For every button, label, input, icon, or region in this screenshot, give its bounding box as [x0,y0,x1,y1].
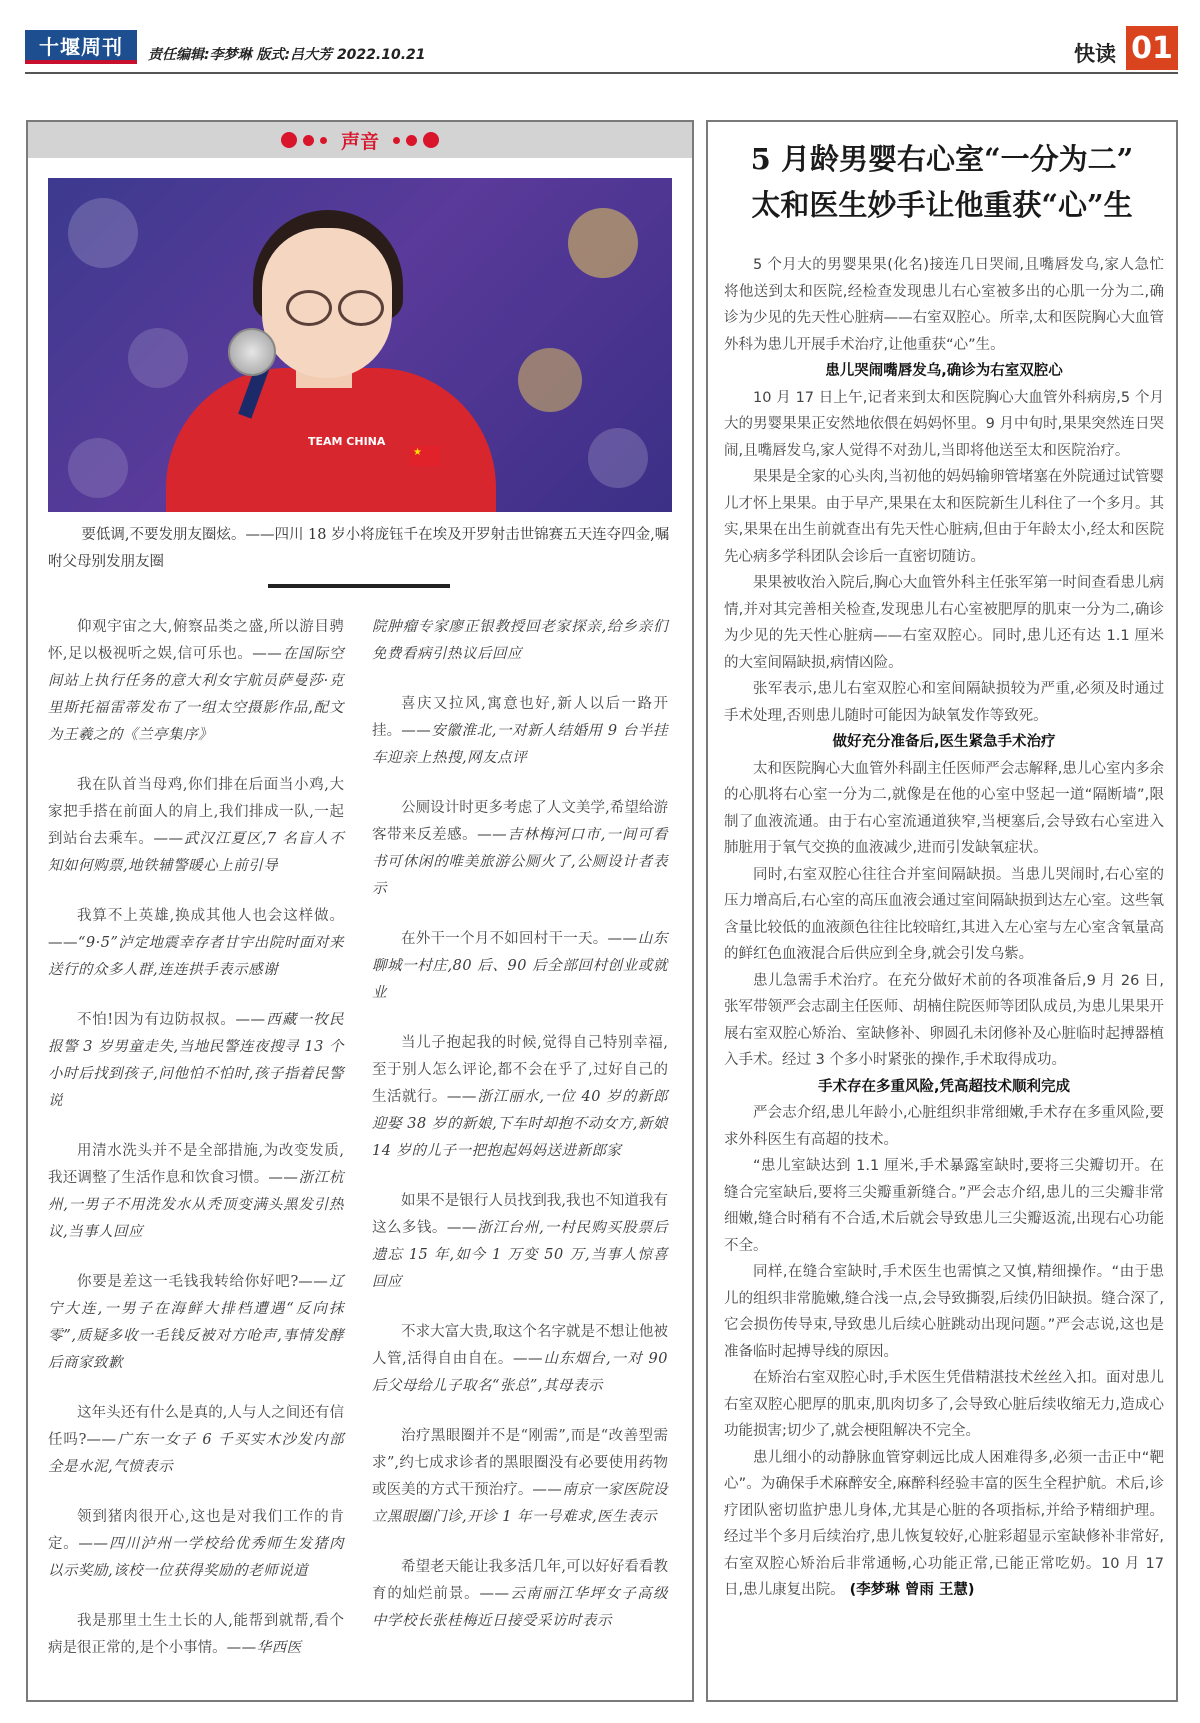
article-paragraph: “患儿室缺达到 1.1 厘米,手术暴露室缺时,要将三尖瓣切开。在缝合完室缺后,要将三尖瓣重新缝合。”严会志介绍,患儿的三尖瓣非常细嫩,缝合时稍有不合适,术后就会导致患儿三尖瓣返流,出现右心功能不全。 [724,1158,1164,1254]
voice-quote: 用清水洗头并不是全部措施,为改变发质,我还调整了生活作息和饮食习惯。 [48,1143,344,1186]
dot-icon [320,137,327,144]
article-byline: (李梦琳 曾雨 王慧) [844,1582,975,1598]
article-paragraph: 太和医院胸心大血管外科副主任医师严会志解释,患儿心室内多余的心肌将右心室一分为二,就像是在他的心室中竖起一道“隔断墙”,限制了血液流通。由于右心室流通道狭窄,当梗塞后,会导致右心室进入肺脏用于氧气交换的血液减少,进而引发缺氧症状。 [724,760,1164,856]
voice-quote: 希望老天能让我多活几年,可以好好看看教育的灿烂前景。 [372,1559,668,1602]
voice-item [48,772,344,880]
voice-item [48,1400,344,1481]
article-paragraph: 患儿急需手术治疗。在充分做好术前的各项准备后,9 月 26 日,张军带领严会志副主任医师、胡楠住院医师等团队成员,为患儿果果开展右室双腔心矫治、室缺修补、卵圆孔未闭修补及心脏临时起搏器植入手术。经过 3 个多小时紧张的操作,手术取得成功。 [724,972,1164,1068]
voices-column-left [48,614,344,1685]
dot-icon [406,135,417,146]
voice-item [48,1504,344,1585]
flag-icon [410,446,440,466]
voice-quote: 仰观宇宙之大,俯察品类之盛,所以游目骋怀,足以极视听之娱,信可乐也。 [48,619,344,662]
voice-source: ——山东聊城一村庄,80 后、90 后全部回村创业或就业 [372,931,668,1001]
voice-item [48,614,344,749]
article-paragraph: 患儿细小的动静脉血管穿刺远比成人困难得多,必须一击正中“靶心”。为确保手术麻醉安全,麻醉科经验丰富的医生全程护航。术后,诊疗团队密切监护患儿身体,尤其是心脏的各项指标,并给予精细护理。经过半个多月后续治疗,患儿恢复较好,心脏彩超显示室缺修补非常好,右室双腔心矫治后非常通畅,心功能正常,已能正常吃奶。10 月 17 日,患儿康复出院。 (李梦琳 曾雨 王慧) [724,1449,1164,1598]
article-paragraph: 10 月 17 日上午,记者来到太和医院胸心大血管外科病房,5 个月大的男婴果果正安然地依偎在妈妈怀里。9 月中旬时,果果突然连日哭闹,且嘴唇发乌,家人觉得不对劲儿,当即将他送至太和医院治疗。 [724,389,1164,459]
voice-item [48,1138,344,1246]
voice-quote: 如果不是银行人员找到我,我也不知道我有这么多钱。 [372,1193,668,1236]
article-paragraph: 严会志介绍,患儿年龄小,心脏组织非常细嫩,手术存在多重风险,要求外科医生有高超的技术。 [724,1105,1164,1148]
voice-quote: 治疗黑眼圈并不是“刚需”,而是“改善型需求”,约七成求诊者的黑眼圈没有必要使用药物或医美的方式干预治疗。 [372,1428,668,1498]
voice-source: ——广东一女子 6 千买实木沙发内部全是水泥,气愤表示 [48,1432,344,1475]
voice-source: 院肿瘤专家廖正银教授回老家探亲,给乡亲们免费看病引热议后回应 [372,619,668,662]
masthead-text: 十堰周刊 [39,34,123,59]
voice-source: ——南京一家医院设立黑眼圈门诊,开诊 1 年一号难求,医生表示 [372,1482,669,1525]
voice-quote: 领到猪肉很开心,这也是对我们工作的肯定。 [48,1509,344,1552]
edition-credits: 责任编辑:李梦琳 版式:吕大芳 2022.10.21 [148,47,426,63]
voice-source: ——浙江丽水,一位 40 岁的新郎迎娶 38 岁的新娘,下车时却抱不动女方,新娘 14 岁的儿子一把抱起妈妈送进新郎家 [372,1089,668,1159]
article-paragraph: 果果是全家的心头肉,当初他的妈妈输卵管堵塞在外院通过试管婴儿才怀上果果。由于早产,果果在太和医院新生儿科住了一个多月。其实,果果在出生前就查出有先天性心脏病,但由于年龄太小,经太和医院先心病多学科团队会诊后一直密切随访。 [724,469,1164,565]
article-body [724,252,1164,1604]
article-paragraph: 张军表示,患儿右室双腔心和室间隔缺损较为严重,必须及时通过手术处理,否则患儿随时可能因为缺氧发作等致死。 [724,681,1164,724]
voice-item [372,1030,668,1165]
article-paragraph: 同时,右室双腔心往往合并室间隔缺损。当患儿哭闹时,右心室的压力增高后,右心室的高压血液会通过室间隔缺损到达左心室。这些氧含量比较低的血液颜色往往比较暗红,其进入左心室与左心室含氧量高的鲜红色血液混合后供应到全身,就会引发乌紫。 [724,866,1164,962]
voice-item [372,1554,668,1635]
voice-source: ——辽宁大连,一男子在海鲜大排档遭遇“反向抹零”,质疑多收一毛钱反被对方呛声,事情发酵后商家致歉 [48,1274,344,1371]
voice-source: ——吉林梅河口市,一间可看书可休闲的唯美旅游公厕火了,公厕设计者表示 [372,827,669,897]
voice-item [372,1423,668,1531]
voice-quote: 当儿子抱起我的时候,觉得自己特别幸福,至于别人怎么评论,都不会在乎了,过好自己的生活就行。 [372,1035,668,1105]
team-china-text: TEAM CHINA [308,435,386,448]
voice-source: ——华西医 [226,1640,302,1656]
voice-item [372,1188,668,1296]
voice-source: ——武汉江夏区,7 名盲人不知如何购票,地铁辅警暖心上前引导 [48,831,344,874]
voice-item [48,1608,344,1662]
headline-line-2: 太和医生妙手让他重获“心”生 [751,188,1133,222]
photo-caption: 要低调,不要发朋友圈炫。——四川 18 岁小将庞钰千在埃及开罗射击世锦赛五天连夺四金,嘱咐父母别发朋友圈 [48,527,670,570]
voice-quote: 公厕设计时更多考虑了人文美学,希望给游客带来反差感。 [372,800,668,843]
voice-quote: 这年头还有什么是真的,人与人之间还有信任吗? [48,1405,344,1448]
header-rule [25,72,1178,74]
article-paragraph: 果果被收治入院后,胸心大血管外科主任张军第一时间查看患儿病情,并对其完善相关检查,发现患儿右心室被肥厚的肌束一分为二,确诊为少见的先天性心脏病——右室双腔心。同时,患儿还有达 1.1 厘米的大室间隔缺损,病情凶险。 [724,575,1164,671]
voice-item [48,1007,344,1115]
voice-quote: 我在队首当母鸡,你们排在后面当小鸡,大家把手搭在前面人的肩上,我们排成一队,一起到站台去乘车。 [48,777,344,847]
article-paragraph: 同样,在缝合室缺时,手术医生也需慎之又慎,精细操作。“由于患儿的组织非常脆嫩,缝合浅一点,会导致撕裂,后续仍旧缺损。缝合深了,它会损伤传导束,导致患儿后续心脏跳动出现问题。”严会志说,这也是准备临时起搏导线的原因。 [724,1264,1164,1360]
voice-item [372,691,668,772]
voice-quote: 不求大富大贵,取这个名字就是不想让他被人管,活得自由自在。 [372,1324,668,1367]
voice-quote: 在外干一个月不如回村干一天。 [401,931,608,947]
article-subheading: 患儿哭闹嘴唇发乌,确诊为右室双腔心 [825,363,1063,379]
article-paragraph: 在矫治右室双腔心时,手术医生凭借精湛技术丝丝入扣。面对患儿右室双腔心肥厚的肌束,肌肉切多了,会导致心脏后续收缩无力,造成心功能损害;切少了,就会梗阻解决不完全。 [724,1370,1164,1439]
voice-source: ——在国际空间站上执行任务的意大利女宇航员萨曼莎·克里斯托福雷蒂发布了一组太空摄影作品,配文为王羲之的《兰亭集序》 [48,646,345,743]
masthead-logo [25,30,137,64]
article-subheading: 手术存在多重风险,凭高超技术顺利完成 [817,1078,1070,1095]
voice-item [48,1269,344,1377]
voice-quote: 你要是差这一毛钱我转给你好吧? [77,1274,299,1290]
article-subheading: 做好充分准备后,医生紧急手术治疗 [832,734,1056,750]
medal-icon [228,328,276,376]
voices-column-right [372,614,668,1658]
dot-icon [281,132,297,148]
article-headline [708,136,1176,228]
news-photo [48,178,672,512]
voice-item [372,795,668,903]
dot-icon [393,137,400,144]
dot-icon [303,135,314,146]
separator-bar [268,584,450,588]
voice-item [372,614,668,668]
voices-panel [26,120,694,1702]
dot-icon [423,132,439,148]
voice-source: ——云南丽江华坪女子高级中学校长张桂梅近日接受采访时表示 [372,1586,669,1629]
page-number-badge: 01 [1126,26,1178,70]
voice-source: ——“9·5”泸定地震幸存者甘宇出院时面对来送行的众多人群,连连拱手表示感谢 [48,935,344,978]
article-panel [706,120,1178,1702]
headline-line-1: 5 月龄男婴右心室“一分为二” [750,142,1134,176]
voices-title-bar [28,122,692,158]
voice-source: ——西藏一牧民报警 3 岁男童走失,当地民警连夜搜寻 13 个小时后找到孩子,问他怕不怕时,孩子指着民警说 [48,1012,345,1109]
voice-source: ——浙江台州,一村民购买股票后遗忘 15 年,如今 1 万变 50 万,当事人惊喜回应 [372,1220,669,1290]
voice-quote: 我算不上英雄,换成其他人也会这样做。 [77,908,344,924]
voice-item [48,903,344,984]
voice-source: ——四川泸州一学校给优秀师生发猪肉以示奖励,该校一位获得奖励的老师说道 [48,1536,345,1579]
voice-item [372,1319,668,1400]
voice-source: ——山东烟台,一对 90 后父母给儿子取名“张总”,其母表示 [372,1351,668,1394]
voice-source: ——安徽淮北,一对新人结婚用 9 台半挂车迎亲上热搜,网友点评 [372,723,669,766]
article-paragraph: 5 个月大的男婴果果(化名)接连几日哭闹,且嘴唇发乌,家人急忙将他送到太和医院,经检查发现患儿右心室被多出的心肌一分为二,确诊为少见的先天性心脏病——右室双腔心。所幸,太和医院胸心大血管外科为患儿开展手术治疗,让他重获“心”生。 [724,257,1164,353]
voice-item [372,926,668,1007]
voices-title: 声音 [340,130,379,153]
section-name: 快读 [1074,42,1116,66]
voice-quote: 不怕!因为有边防叔叔。 [77,1012,236,1028]
voice-quote: 喜庆又拉风,寓意也好,新人以后一路开挂。 [372,696,668,739]
voice-source: ——浙江杭州,一男子不用洗发水从秃顶变满头黑发引热议,当事人回应 [48,1170,345,1240]
voice-quote: 我是那里土生土长的人,能帮到就帮,看个病是很正常的,是个小事情。 [48,1613,344,1656]
